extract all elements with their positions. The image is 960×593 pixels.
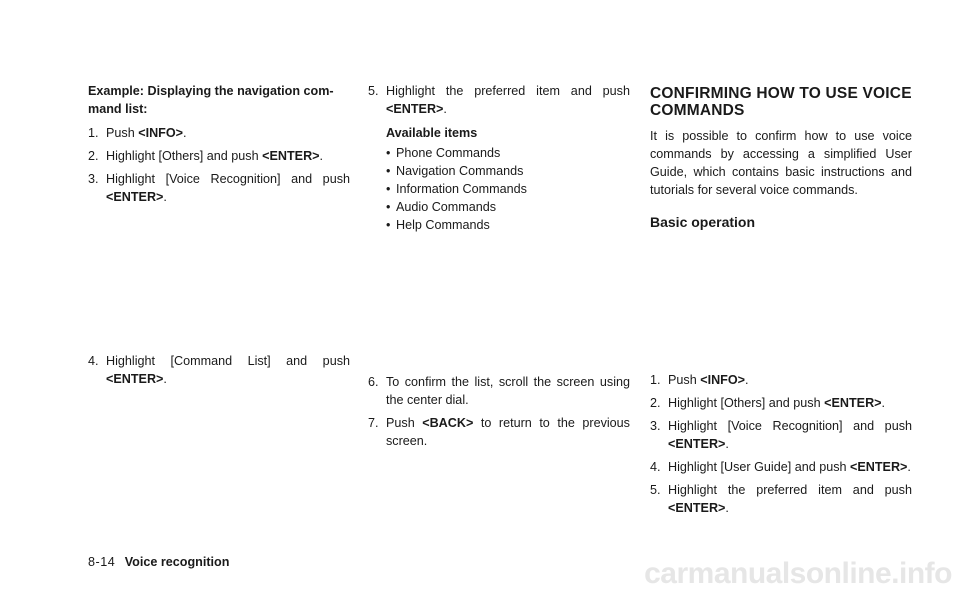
column-right [650,82,912,522]
list-item-label: Navigation Commands [396,164,524,178]
step-number: 2. [650,396,661,410]
step-4 [88,352,350,388]
step-text-end: . [881,396,886,410]
step-text-end: . [319,149,324,163]
list-item-label: Help Commands [396,218,490,232]
example-heading: Example: Displaying the navigation com-mand list: [88,84,334,116]
key-label: <ENTER> [824,396,882,410]
page-number: 8-14 [88,555,116,569]
step-text-end: . [725,501,729,515]
step-7 [368,414,630,450]
intro-paragraph: It is possible to confirm how to use voice commands by accessing a simplified User Guide, which contains basic instructions and tutorials for several voice commands. [650,129,912,197]
list-item [386,198,630,216]
step-text: Push [386,416,423,430]
step-number: 1. [88,126,99,140]
step-text-end: . [163,190,167,204]
key-label: <ENTER> [668,437,726,451]
step-text-end: . [745,373,749,387]
key-label: <ENTER> [106,372,164,386]
bullet-icon: • [386,218,391,232]
step-text: Highlight [Voice Recognition] and push [668,419,912,433]
step-text-end: . [183,126,187,140]
step-text-end: . [443,102,447,116]
step-text: Highlight the preferred item and push [668,483,912,497]
step-6 [368,373,630,409]
list-item [386,180,630,198]
column-middle [368,82,630,455]
step-text: Highlight [Others] and push [106,149,263,163]
step-text: Highlight the preferred item and push [386,84,630,98]
step-2 [650,394,912,412]
list-item [386,216,630,234]
step-number: 6. [368,375,379,389]
step-text: Push [668,373,701,387]
step-text: Push [106,126,139,140]
step-text-end: . [725,437,729,451]
step-number: 4. [650,460,661,474]
step-3 [88,170,350,206]
list-item [386,144,630,162]
step-text: Highlight [Voice Recognition] and push [106,172,350,186]
page-footer [88,553,229,571]
step-text: Highlight [Command List] and push [106,354,350,368]
basic-operation-steps [650,371,912,517]
available-items-list [386,144,630,234]
key-label: <INFO> [700,373,746,387]
step-3 [650,417,912,453]
list-item [386,162,630,180]
key-label: <ENTER> [386,102,444,116]
step-text-end: to return to the previous screen. [386,416,630,448]
step-text: Highlight [Others] and push [668,396,825,410]
available-items-heading: Available items [386,126,478,140]
step-number: 3. [88,172,99,186]
section-title: CONFIRMING HOW TO USE VOICE COMMANDS [650,85,912,119]
bullet-icon: • [386,182,391,196]
subsection-title: Basic operation [650,214,756,230]
step-number: 2. [88,149,99,163]
key-label: <ENTER> [262,149,320,163]
step-number: 7. [368,416,379,430]
bullet-icon: • [386,164,391,178]
step-text: Highlight [User Guide] and push [668,460,851,474]
step-number: 1. [650,373,661,387]
chapter-title: Voice recognition [124,555,230,569]
bullet-icon: • [386,200,391,214]
step-number: 3. [650,419,661,433]
step-1 [88,124,350,142]
list-item-label: Phone Commands [396,146,501,160]
step-number: 4. [88,354,99,368]
step-number: 5. [368,84,379,98]
list-item-label: Audio Commands [396,200,497,214]
key-label: <INFO> [138,126,184,140]
step-text-end: . [163,372,167,386]
key-label: <ENTER> [106,190,164,204]
step-text: To confirm the list, scroll the screen using the center dial. [386,375,630,407]
step-5 [650,481,912,517]
list-item-label: Information Commands [396,182,527,196]
step-4 [650,458,912,476]
step-text-end: . [907,460,911,474]
bullet-icon: • [386,146,391,160]
step-number: 5. [650,483,661,497]
key-label: <ENTER> [850,460,908,474]
watermark: carmanualsonline.info [644,557,952,590]
step-5 [368,82,630,118]
step-2 [88,147,350,165]
step-1 [650,371,912,389]
key-label: <ENTER> [668,501,726,515]
key-label: <BACK> [422,416,474,430]
column-left [88,82,350,393]
